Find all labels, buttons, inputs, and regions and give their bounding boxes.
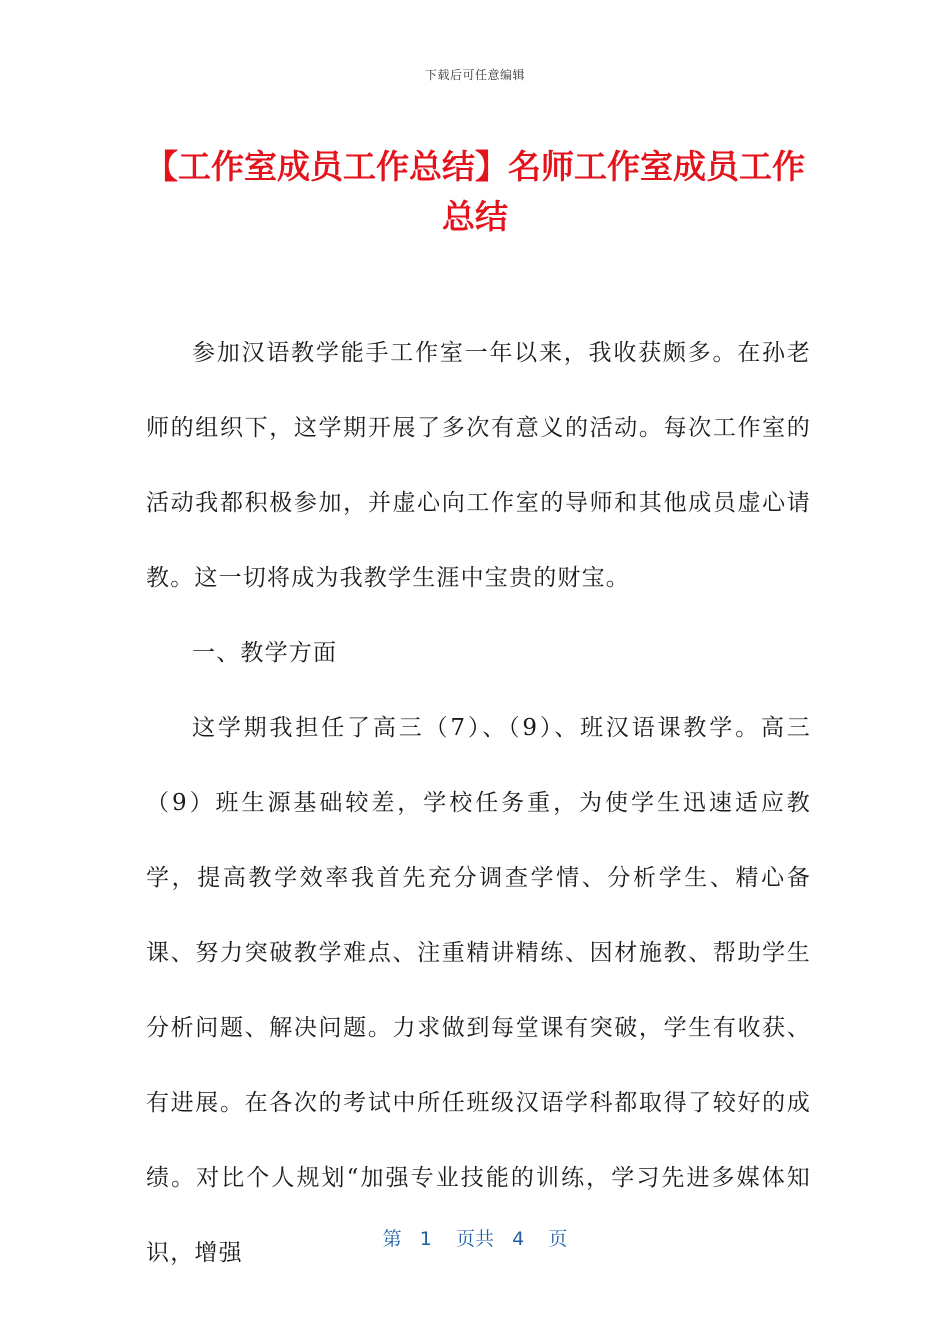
paragraph-intro: 参加汉语教学能手工作室一年以来，我收获颇多。在孙老师的组织下，这学期开展了多次有意义的活动。每次工作室的活动我都积极参加，并虚心向工作室的导师和其他成员虚心请教。这一切将成为我教学生涯中宝贵的财宝。: [146, 340, 811, 591]
document-body: [146, 316, 811, 1291]
current-page-number: 1: [419, 1228, 432, 1250]
footer-suffix: 页: [548, 1228, 568, 1250]
footer-prefix: 第: [382, 1228, 402, 1250]
page-number-footer: [0, 1224, 950, 1251]
total-pages-number: 4: [512, 1228, 525, 1250]
document-title: 【工作室成员工作总结】名师工作室成员工作总结: [145, 147, 805, 236]
header-note: 下载后可任意编辑: [424, 68, 525, 82]
footer-middle: 页共: [455, 1228, 494, 1250]
paragraph-teaching: 这学期我担任了高三（7）、（9）、班汉语课教学。高三（9）班生源基础较差，学校任务重，为使学生迅速适应教学，提高教学效率我首先充分调查学情、分析学生、精心备课、努力突破教学难点、注重精讲精练、因材施教、帮助学生分析问题、解决问题。力求做到每堂课有突破，学生有收获、有进展。在各次的考试中所任班级汉语学科都取得了较好的成绩。对比个人规划“加强专业技能的训练，学习先进多媒体知识，增强: [146, 715, 811, 1266]
section-heading-teaching: 一、教学方面: [192, 640, 338, 666]
